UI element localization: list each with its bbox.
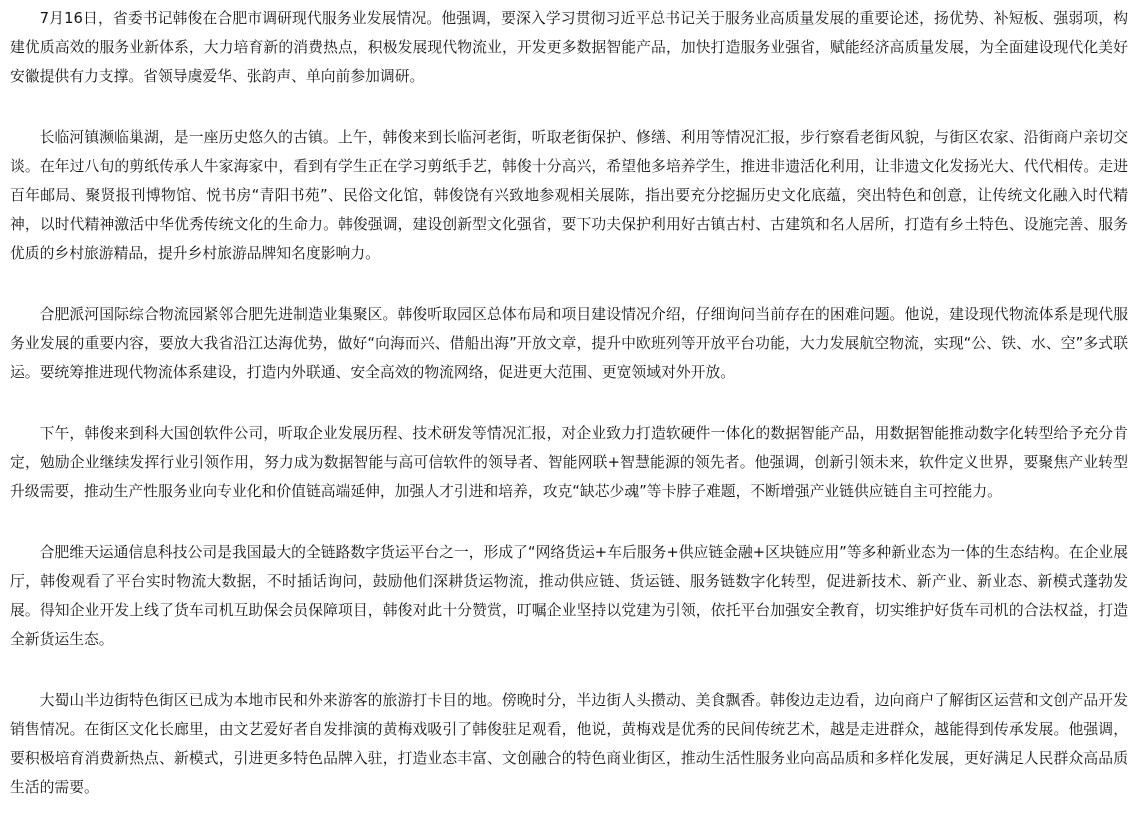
paragraph-logistics-park: 合肥派河国际综合物流园紧邻合肥先进制造业集聚区。韩俊听取园区总体布局和项目建设情况介绍，仔细询问当前存在的困难问题。他说，建设现代物流体系是现代服务业发展的重要内容，要放大我省沿江达海优势，做好“向海而兴、借船出海”开放文章，提升中欧班列等开放平台功能，大力发展航空物流，实现“公、铁、水、空”多式联运。要统筹推进现代物流体系建设，打造内外联通、安全高效的物流网络，促进更大范围、更宽领域对外开放。	[10, 306, 1128, 381]
paragraph-freight-platform: 合肥维天运通信息科技公司是我国最大的全链路数字货运平台之一，形成了“网络货运+车后服务+供应链金融+区块链应用”等多种新业态为一体的生态结构。在企业展厅，韩俊观看了平台实时物流大数据，不时插话询问，鼓励他们深耕货运物流，推动供应链、货运链、服务链数字化转型，促进新技术、新产业、新业态、新模式蓬勃发展。得知企业开发上线了货车司机互助保会员保障项目，韩俊对此十分赞赏，叮嘱企业坚持以党建为引领，依托平台加强安全教育，切实维护好货车司机的合法权益，打造全新货运生态。	[10, 544, 1128, 648]
paragraph-overview: 7月16日，省委书记韩俊在合肥市调研现代服务业发展情况。他强调，要深入学习贯彻习近平总书记关于服务业高质量发展的重要论述，扬优势、补短板、强弱项，构建优质高效的服务业新体系，大力培育新的消费热点，积极发展现代物流业，开发更多数据智能产品，加快打造服务业强省，赋能经济高质量发展，为全面建设现代化美好安徽提供有力支撑。省领导虞爱华、张韵声、单向前参加调研。	[10, 10, 1128, 85]
paragraph-commercial-street: 大蜀山半边街特色街区已成为本地市民和外来游客的旅游打卡目的地。傍晚时分，半边街人头攒动、美食飘香。韩俊边走边看，边向商户了解街区运营和文创产品开发销售情况。在街区文化长廊里，由文艺爱好者自发排演的黄梅戏吸引了韩俊驻足观看，他说，黄梅戏是优秀的民间传统艺术，越是走进群众，越能得到传承发展。他强调，要积极培育消费新热点、新模式，引进更多特色品牌入驻，打造业态丰富、文创融合的特色商业街区，推动生活性服务业向高品质和多样化发展，更好满足人民群众高品质生活的需要。	[10, 692, 1128, 796]
paragraph-software-company: 下午，韩俊来到科大国创软件公司，听取企业发展历程、技术研发等情况汇报，对企业致力打造软硬件一体化的数据智能产品，用数据智能推动数字化转型给予充分肯定，勉励企业继续发挥行业引领作用，努力成为数据智能与高可信软件的领导者、智能网联+智慧能源的领先者。他强调，创新引领未来，软件定义世界，要聚焦产业转型升级需要，推动生产性服务业向专业化和价值链高端延伸，加强人才引进和培养，攻克“缺芯少魂”等卡脖子难题，不断增强产业链供应链自主可控能力。	[10, 425, 1128, 500]
paragraph-changlinhe-old-street: 长临河镇濒临巢湖，是一座历史悠久的古镇。上午，韩俊来到长临河老街，听取老街保护、修缮、利用等情况汇报，步行察看老街风貌，与街区农家、沿街商户亲切交谈。在年过八旬的剪纸传承人牛家海家中，看到有学生正在学习剪纸手艺，韩俊十分高兴，希望他多培养学生，推进非遗活化利用，让非遗文化发扬光大、代代相传。走进百年邮局、聚贤报刊博物馆、悦书房“青阳书苑”、民俗文化馆，韩俊饶有兴致地参观相关展陈，指出要充分挖掘历史文化底蕴，突出特色和创意，让传统文化融入时代精神，以时代精神激活中华优秀传统文化的生命力。韩俊强调，建设创新型文化强省，要下功夫保护利用好古镇古村、古建筑和名人居所，打造有乡土特色、设施完善、服务优质的乡村旅游精品，提升乡村旅游品牌知名度影响力。	[10, 129, 1128, 262]
